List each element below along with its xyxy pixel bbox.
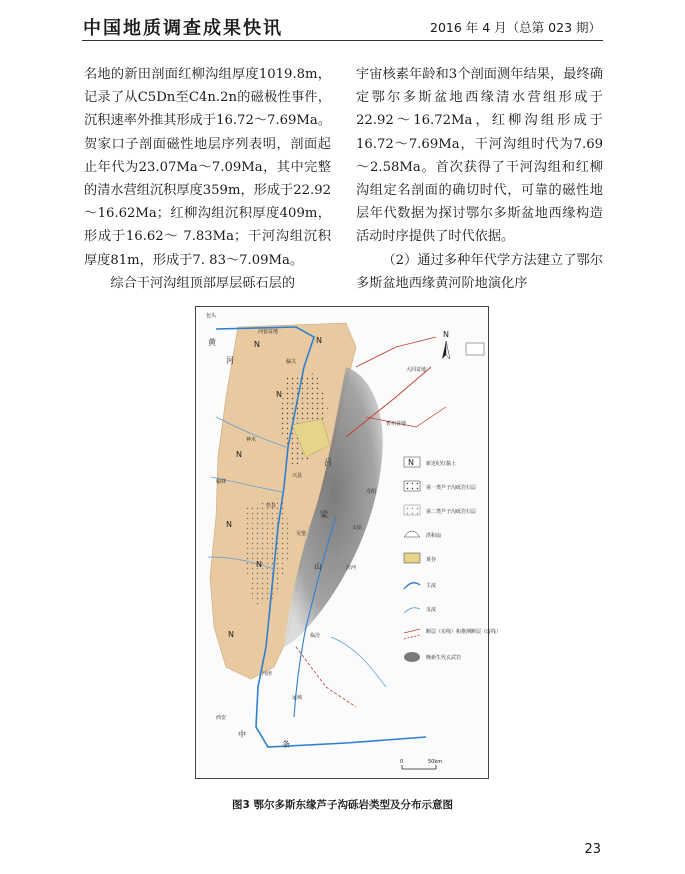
label-datong: 大同盆地	[406, 367, 427, 373]
left-paragraph-2: 综合干河沟组顶部厚层砾石层的	[110, 275, 296, 291]
svg-text:N: N	[226, 520, 232, 529]
svg-text:N: N	[408, 458, 414, 467]
label-zhong: 中	[238, 730, 246, 739]
legend-label-2: 第一类芦子沟砾岩石层	[426, 485, 477, 491]
left-paragraph-1: 名地的新田剖面红柳沟组厚度1019.8m，记录了从C5Dn至C4n.2n的磁极性事件，沉积速率外推其形成于16.72～7.69Ma。贺家口子剖面磁性地层序列表明，剖面起止年代为23.07Ma～7.09Ma，其中完整的清水营组沉积厚度359m，形成于22.92～16.62Ma；红柳沟组沉积厚度409m，形成于16.62～ 7.83Ma；干河沟组沉积厚度81m，形成于7. 83～7.09Ma。	[84, 67, 331, 268]
label-xinzhou: 忻州盆地	[386, 421, 407, 427]
svg-text:50km: 50km	[428, 759, 443, 765]
label-shenmu: 神木	[246, 437, 257, 443]
header-divider	[82, 40, 603, 41]
right-column	[356, 63, 603, 295]
legend-label-4: 洪积扇	[426, 533, 442, 539]
inset-map	[466, 343, 484, 355]
svg-text:N: N	[254, 340, 260, 349]
journal-title: 中国地质调查成果快讯	[83, 18, 283, 39]
page-number: 23	[584, 842, 601, 857]
figure-caption: 图3 鄂尔多斯东缘芦子沟砾岩类型及分布示意图	[232, 799, 453, 811]
label-lvliang: 吕	[324, 458, 332, 467]
label-xian: 西安	[216, 715, 227, 721]
label-jia: 佳县	[266, 503, 277, 509]
right-paragraph-2: （2）通过多种年代学方法建立了鄂尔多斯盆地西缘黄河阶地演化序	[356, 252, 603, 291]
legend-label-6: 主流	[426, 583, 437, 589]
label-shan: 山	[314, 562, 322, 571]
legend-label-8: 断层（实线）和推测断层（虚线）	[426, 629, 502, 635]
issue-info: 2016 年 4 月（总第 023 期）	[430, 20, 601, 35]
label-wubao: 吴堡	[296, 531, 307, 537]
svg-text:N: N	[316, 336, 322, 345]
legend-label-9: 晚新生代玄武岩	[426, 655, 462, 661]
label-yulin: 榆林	[216, 479, 227, 485]
label-shouyang: 寿阳	[366, 489, 377, 495]
geologic-map-figure	[195, 306, 502, 779]
left-column	[84, 63, 331, 295]
geologic-map	[196, 307, 502, 778]
legend-label-3: 第二类芦子沟砾岩石层	[426, 509, 477, 515]
svg-text:N: N	[236, 450, 242, 459]
label-hejin: 河津	[262, 671, 273, 677]
label-xingxian: 兴县	[292, 473, 303, 479]
legend-label-1: 新近纪红黏土	[426, 461, 457, 467]
label-hetao: 河套盆地	[258, 329, 279, 335]
right-paragraph-1: 宇宙核素年龄和3个剖面测年结果，最终确定鄂尔多斯盆地西缘清水营组形成于22.92～16.72Ma，红柳沟组形成于16.72～7.69Ma，干河沟组时代为7.69～2.58Ma。首次获得了干河沟组和红柳沟组定名剖面的确切时代，可靠的磁性地层年代数据为探讨鄂尔多斯盆地西缘构造活动时序提供了时代依据。	[356, 67, 603, 245]
label-fenhe: 汾河	[346, 565, 357, 571]
label-yuncheng: 运城	[292, 695, 303, 701]
svg-text:N: N	[443, 330, 449, 339]
svg-text:N: N	[228, 630, 234, 639]
label-taiyuan: 太原	[352, 525, 363, 531]
label-tiao: 条	[282, 740, 290, 749]
label-linfen: 临汾	[310, 633, 321, 639]
label-he: 河	[226, 356, 234, 365]
legend-label-7: 支流	[426, 607, 437, 613]
label-pianguan: 偏关	[286, 359, 297, 365]
svg-text:N: N	[276, 390, 282, 399]
label-baotou: 包头	[206, 313, 217, 319]
label-liang: 梁	[320, 510, 328, 519]
legend-label-5: 黄谷	[426, 557, 437, 563]
svg-text:N: N	[256, 560, 262, 569]
label-huang: 黄	[208, 338, 216, 347]
svg-text:0: 0	[400, 759, 404, 765]
